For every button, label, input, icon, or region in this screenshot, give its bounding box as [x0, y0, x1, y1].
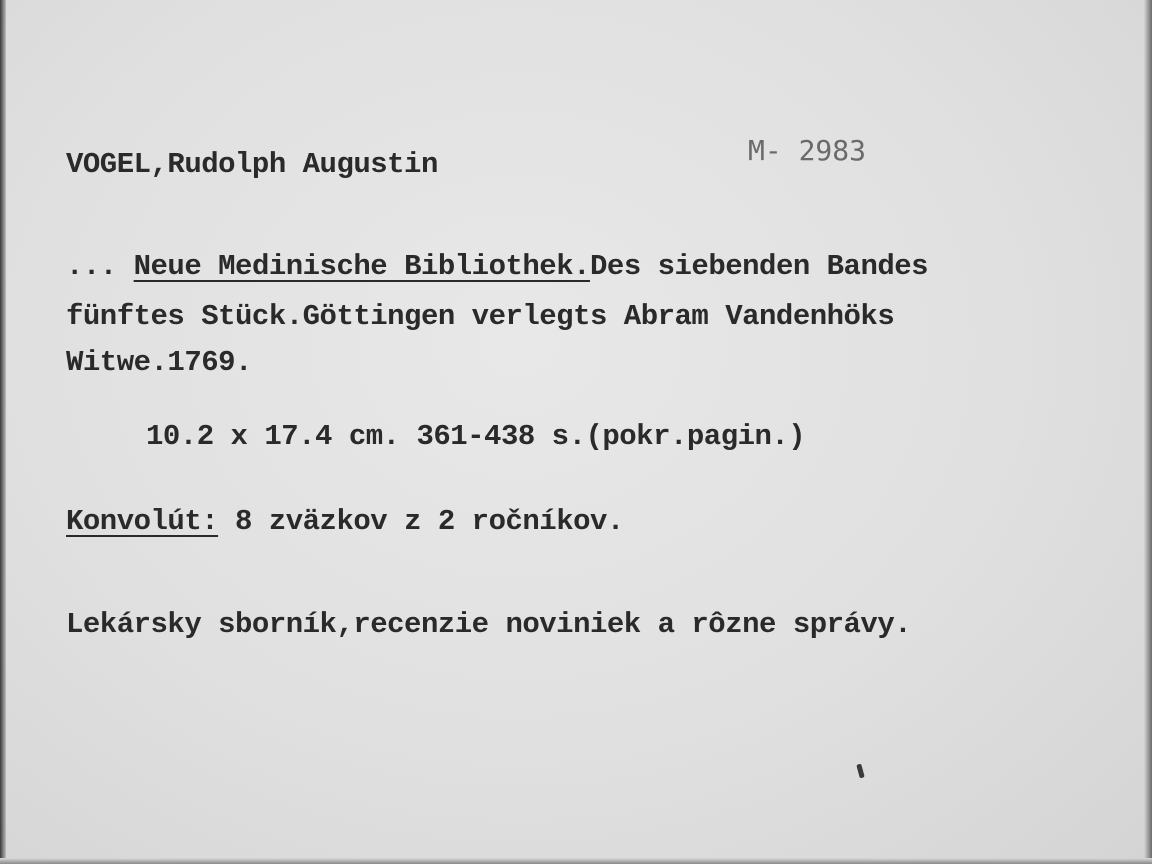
- title-main: Neue Medinische Bibliothek.: [133, 250, 591, 283]
- konvolut-label: Konvolút:: [66, 505, 219, 538]
- title-rest: Des siebenden Bandes: [590, 250, 929, 283]
- card-left-edge: [0, 0, 6, 864]
- konvolut-line: [66, 505, 624, 538]
- physical-description: 10.2 x 17.4 cm. 361-438 s.(pokr.pagin.): [146, 420, 806, 453]
- author-heading: VOGEL,Rudolph Augustin: [66, 148, 438, 181]
- call-number: M- 2983: [748, 134, 867, 167]
- title-line-3: Witwe.1769.: [66, 346, 252, 379]
- content-note: Lekársky sborník,recenzie noviniek a rôzne správy.: [66, 608, 912, 641]
- ink-speck: [856, 764, 864, 779]
- title-line-1: [66, 250, 928, 283]
- title-line-2: fünftes Stück.Göttingen verlegts Abram Vandenhöks: [66, 300, 895, 333]
- card-bottom-edge: [0, 858, 1152, 864]
- card-right-edge: [1144, 0, 1152, 864]
- konvolut-text: 8 zväzkov z 2 ročníkov.: [235, 505, 624, 538]
- title-prefix: ...: [66, 250, 117, 283]
